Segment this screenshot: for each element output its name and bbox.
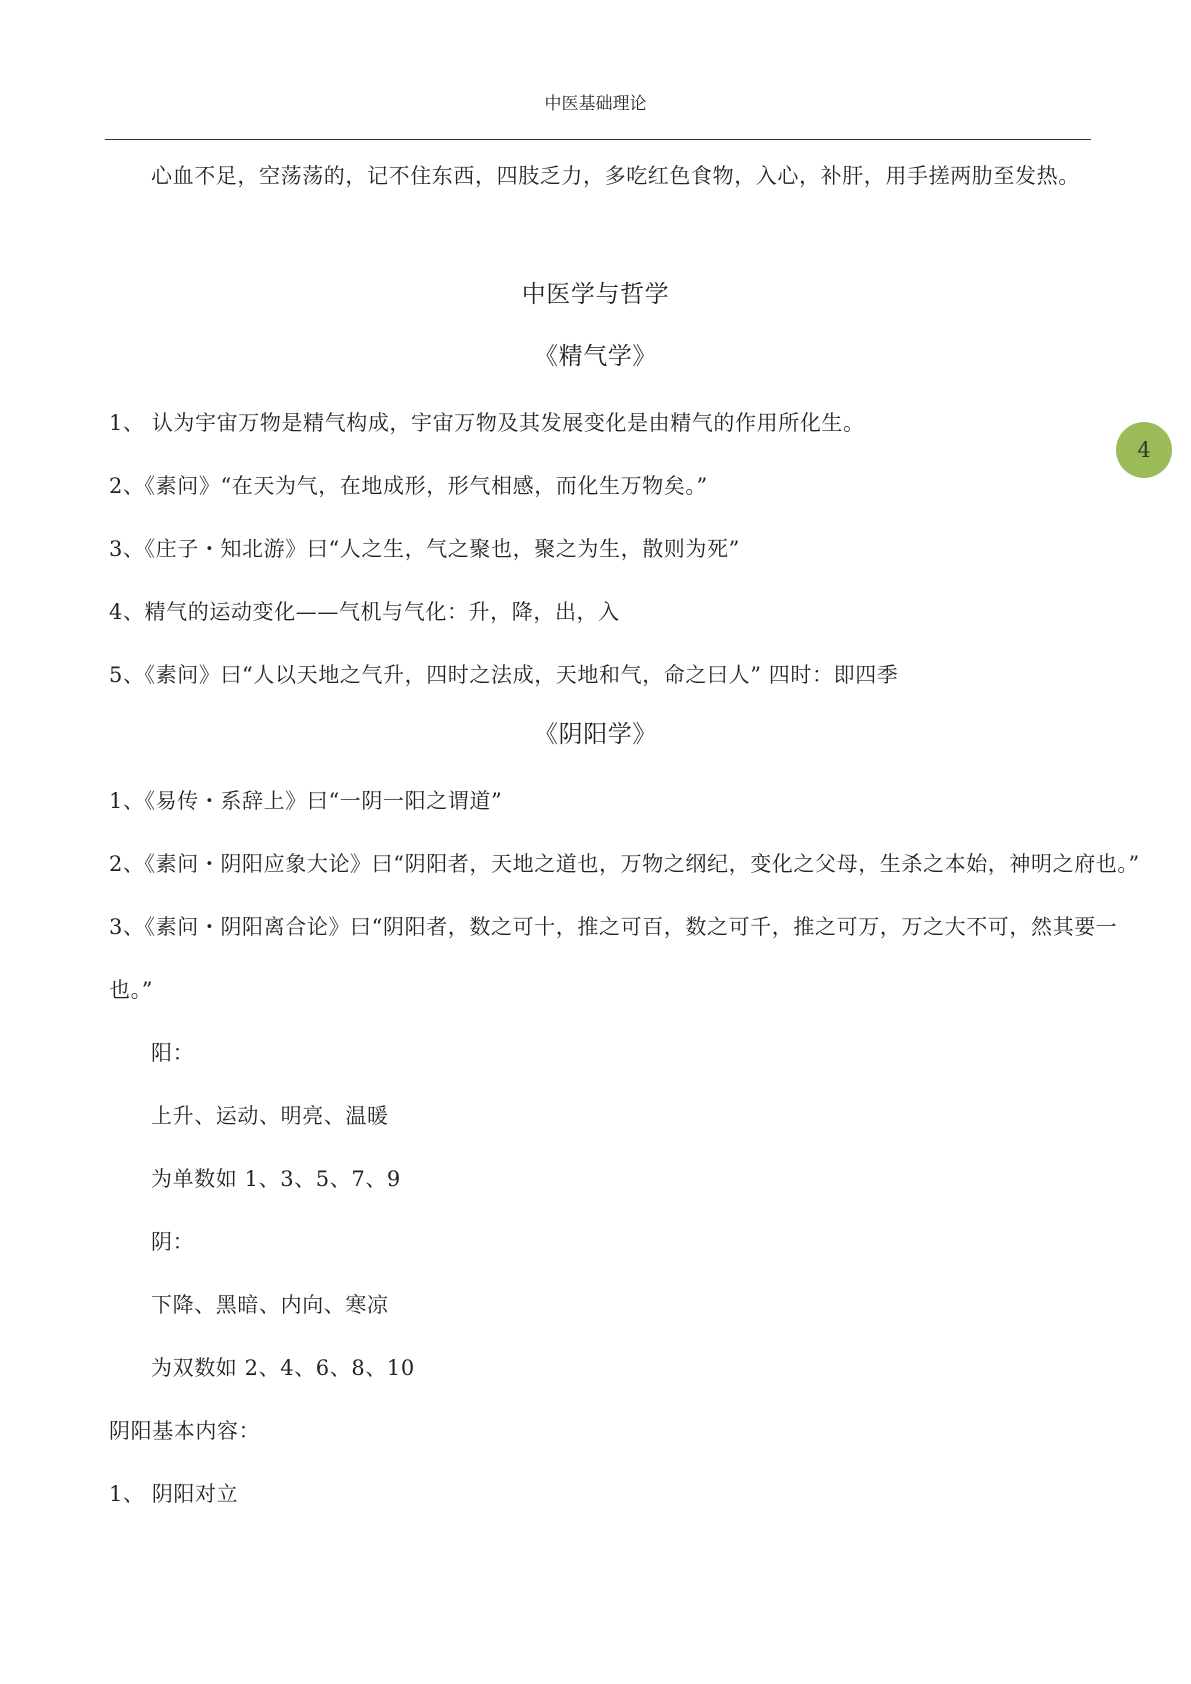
header-title: 中医基础理论 <box>544 94 647 114</box>
yang-traits: 上升、运动、明亮、温暖 <box>151 1104 389 1128</box>
jingqi-item-2: 2、《素问》“在天为气，在地成形，形气相感，而化生万物矣。” <box>109 474 708 498</box>
page-number-badge: 4 <box>1116 422 1172 478</box>
yinyang-title: 《阴阳学》 <box>534 720 657 748</box>
jingqi-item-3: 3、《庄子・知北游》曰“人之生，气之聚也，聚之为生，散则为死” <box>109 537 740 561</box>
yang-numbers: 为单数如 1、3、5、7、9 <box>151 1167 401 1191</box>
intro-paragraph: 心血不足，空荡荡的，记不住东西，四肢乏力，多吃红色食物，入心，补肝，用手搓两肋至发热。 <box>151 164 1080 188</box>
jingqi-title: 《精气学》 <box>534 342 657 370</box>
yinyang-item-3: 3、《素问・阴阳离合论》曰“阴阳者，数之可十，推之可百，数之可千，推之可万，万之大不可，然其要一 <box>109 915 1118 939</box>
jingqi-item-4: 4、精气的运动变化——气机与气化：升，降，出，入 <box>109 600 620 624</box>
header-divider <box>105 139 1091 140</box>
yinyang-item-3-continued: 也。” <box>109 978 154 1002</box>
yinyang-item-2: 2、《素问・阴阳应象大论》曰“阴阳者，天地之道也，万物之纲纪，变化之父母，生杀之本始，神明之府也。” <box>109 852 1140 876</box>
yin-traits: 下降、黑暗、内向、寒凉 <box>151 1293 389 1317</box>
jingqi-item-5: 5、《素问》曰“人以天地之气升，四时之法成，天地和气，命之曰人” 四时：即四季 <box>109 663 899 687</box>
yin-numbers: 为双数如 2、4、6、8、10 <box>151 1356 415 1380</box>
yang-label: 阳： <box>151 1041 195 1065</box>
jingqi-item-1: 1、 认为宇宙万物是精气构成，宇宙万物及其发展变化是由精气的作用所化生。 <box>109 411 865 435</box>
section-title: 中医学与哲学 <box>521 280 670 308</box>
yin-label: 阴： <box>151 1230 195 1254</box>
yinyang-basics-heading: 阴阳基本内容： <box>109 1419 261 1443</box>
yinyang-basics-item-1: 1、 阴阳对立 <box>109 1482 239 1506</box>
yinyang-item-1: 1、《易传・系辞上》曰“一阴一阳之谓道” <box>109 789 503 813</box>
